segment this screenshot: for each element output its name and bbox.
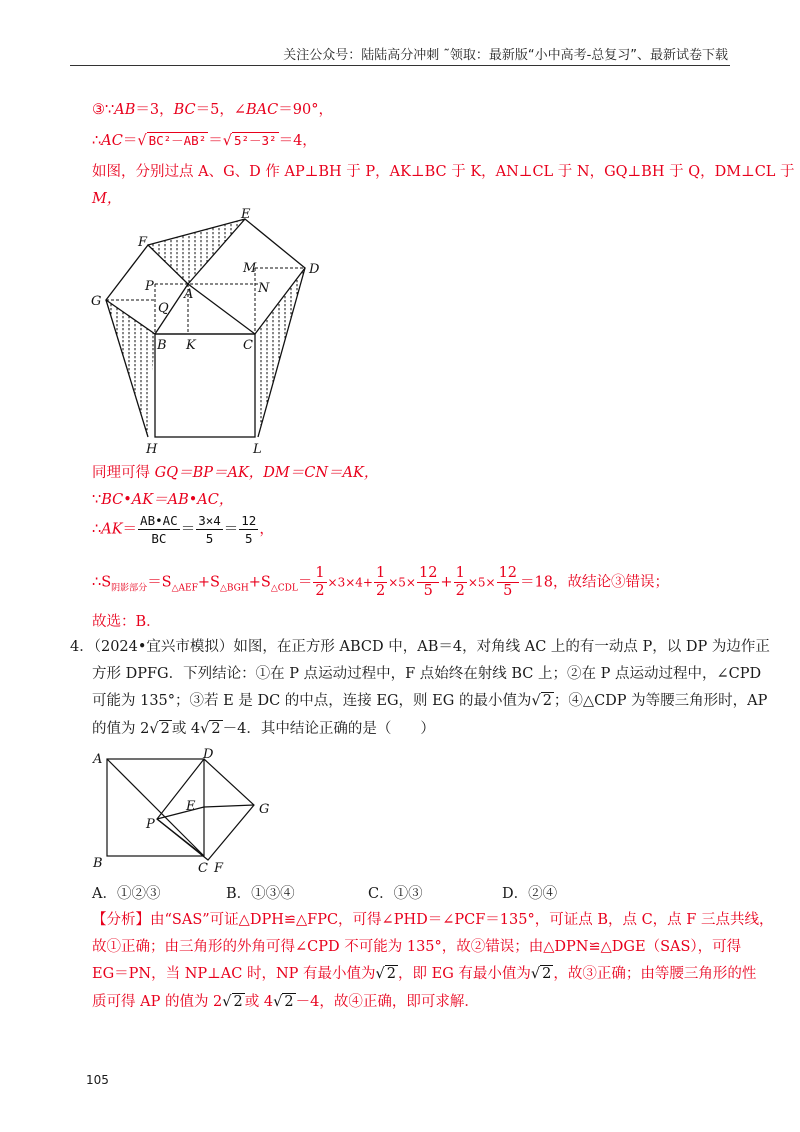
analysis-line-3: EG＝PN，当 NP⊥AC 时，NP 有最小值为√ 2 ，即 EG 有最小值为√ 2 ，故③正确；由等腰三角形的性	[92, 966, 757, 982]
label-d: D	[309, 262, 320, 277]
figure-square-abcd	[85, 740, 285, 880]
option-b[interactable]: B．①③④	[226, 886, 295, 902]
label-c: C	[243, 338, 253, 353]
option-d[interactable]: D．②④	[502, 886, 558, 902]
shaded-triangle-bgh	[106, 300, 155, 437]
label-q: Q	[158, 301, 169, 316]
solution-line-4: M，	[92, 191, 122, 207]
analysis-line-2: 故①正确；由三角形的外角可得∠CPD 不可能为 135°，故②错误；由△DPN≌△DGE（SAS），可得	[92, 939, 742, 955]
solution-line-7: ∴AK＝ $\frac{AB•AC}{BC}$ ＝ $\frac{3\times 4}{5}$ ＝ $\frac{12}{5}$ ，	[92, 513, 274, 546]
label-h: H	[146, 442, 158, 457]
question-4-line-4: 的值为 2√ 2 或 4√ 2 －4．其中结论正确的是（ ）	[92, 721, 435, 737]
label-c: C	[198, 861, 208, 876]
label-b: B	[157, 338, 167, 353]
page-header: 关注公众号：陆陆高分冲刺 ˜领取：最新版“小中高考-总复习”、最新试卷下载	[283, 48, 728, 63]
figure-pentagon-squares	[80, 205, 340, 465]
solution-line-6: ∵BC•AK＝AB•AC，	[92, 492, 234, 508]
label-k: K	[186, 338, 196, 353]
question-4-line-3: 可能为 135°；③若 E 是 DC 的中点，连接 EG，则 EG 的最小值为√ 2 ；④△CDP 为等腰三角形时，AP	[92, 693, 768, 709]
solution-line-1: ③∵AB＝3，BC＝5，∠BAC＝90°，	[92, 102, 333, 118]
solution-line-5: 同理可得 GQ＝BP＝AK，DM＝CN＝AK，	[92, 465, 379, 481]
option-a[interactable]: A．①②③	[92, 886, 161, 902]
page-number: 105	[86, 1073, 109, 1087]
question-4-line-1: 4．（2024•宜兴市模拟）如图，在正方形 ABCD 中，AB＝4，对角线 AC 上的有一动点 P，以 DP 为边作正	[70, 639, 770, 655]
label-e: E	[241, 207, 251, 222]
label-n: N	[258, 281, 270, 296]
label-g: G	[259, 802, 270, 817]
solution-line-3: 如图，分别过点 A、G、D 作 AP⊥BH 于 P，AK⊥BC 于 K，AN⊥CL 于 N，GQ⊥BH 于 Q，DM⊥CL 于	[92, 164, 795, 180]
solution-line-9: 故选：B．	[92, 614, 161, 630]
header-rule	[70, 65, 730, 66]
label-b: B	[93, 856, 103, 871]
label-p: P	[146, 817, 155, 832]
question-4-line-2: 方形 DPFG．下列结论：①在 P 点运动过程中，F 点始终在射线 BC 上；②在 P 点运动过程中，∠CPD	[92, 666, 762, 682]
label-f: F	[214, 861, 224, 876]
label-a: A	[93, 752, 103, 767]
label-p: P	[145, 279, 154, 294]
option-c[interactable]: C．①③	[368, 886, 423, 902]
label-l: L	[253, 442, 262, 457]
analysis-line-1: 【分析】由“SAS”可证△DPH≌△FPC，可得∠PHD＝∠PCF＝135°，可证点 B，点 C，点 F 三点共线，	[92, 912, 774, 928]
solution-line-8: $\therefore S_{阴影部分}=S_{\triangle AEF}+S_{\triangle BGH}+S_{\triangle CDL}=$ $\frac{1}{2}$ ×3×4+ $\frac{1}{2}$ ×5× $\frac{12}{5}$ + $\frac{1}{2}$ ×5× $\frac{12}{5}$ ＝18，故结论③错误；	[92, 565, 669, 599]
label-a: A	[184, 287, 194, 302]
solution-line-2: ∴AC＝√ BC²－AB² ＝√ 5²－3² ＝4，	[92, 133, 317, 149]
label-d: D	[203, 747, 214, 762]
label-g: G	[91, 294, 102, 309]
label-m: M	[243, 261, 257, 276]
label-e: E	[186, 799, 196, 814]
label-f: F	[138, 235, 148, 250]
analysis-line-4: 质可得 AP 的值为 2√ 2 或 4√ 2 －4，故④正确，即可求解．	[92, 994, 479, 1010]
